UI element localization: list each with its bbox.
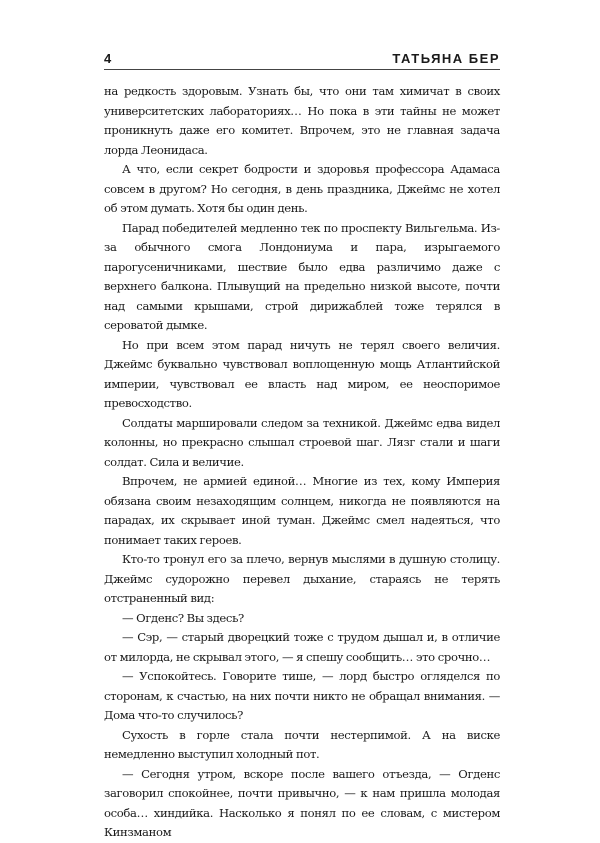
paragraph: Кто-то тронул его за плечо, вернув мыслями в душную столицу. Джеймс судорожно перевел дыхание, стараясь не терять отстраненный вид: xyxy=(104,552,500,605)
paragraph: А что, если секрет бодрости и здоровья профессора Адамаса совсем в другом? Но сегодня, в день праздника, Джеймс не хотел об этом думать. Хотя бы один день. xyxy=(104,162,500,215)
paragraph: Впрочем, не армией единой… Многие из тех, кому Империя обязана своим незаходящим солнцем, никогда не появляются на парадах, их скрывает иной туман. Джеймс смел надеяться, что понимает таких героев. xyxy=(104,474,500,547)
dialogue-line: — Сегодня утром, вскоре после вашего отъезда, — Огденс заговорил спокойнее, почти привычно, — к нам пришла молодая особа… хиндийка. Насколько я понял по ее словам, с мистером Кинзманом xyxy=(104,766,500,839)
body-text xyxy=(104,82,500,843)
page-header xyxy=(104,44,500,66)
dialogue-line: — Сэр, — старый дворецкий тоже с трудом дышал и, в отличие от милорда, не скрывал этого, — я спешу сообщить… это срочно… xyxy=(104,630,500,664)
paragraph: Солдаты маршировали следом за техникой. Джеймс едва видел колонны, но прекрасно слышал строевой шаг. Лязг стали и шаги солдат. Сила и величие. xyxy=(104,415,500,469)
running-head-author: ТАТЬЯНА БЕР xyxy=(392,51,500,66)
header-divider xyxy=(104,69,500,70)
paragraph: Сухость в горле стала почти нестерпимой. А на виске немедленно выступил холодный пот. xyxy=(104,727,500,761)
dialogue-line: — Успокойтесь. Говорите тише, — лорд быстро огляделся по сторонам, к счастью, на них почти никто не обращал внимания. — Дома что-то случилось? xyxy=(104,669,500,722)
paragraph: Но при всем этом парад ничуть не терял своего величия. Джеймс буквально чувствовал воплощенную мощь Атлантийской империи, чувствовал ее власть над миром, ее неоспоримое превосходство. xyxy=(104,337,500,410)
paragraph: на редкость здоровым. Узнать бы, что они там химичат в своих университетских лабораториях… Но пока в эти тайны не может проникнуть даже его комитет. Впрочем, это не главная задача лорда Леонидаса. xyxy=(104,84,500,157)
page-number: 4 xyxy=(104,51,112,66)
dialogue-line: — Огденс? Вы здесь? xyxy=(122,610,244,625)
paragraph: Парад победителей медленно тек по проспекту Вильгельма. Из-за обычного смога Лондониума и пара, изрыгаемого парогусеничниками, шествие было едва различимо даже с верхнего балкона. Плывущий на предельно низкой высоте, почти над самыми крышами, строй дирижаблей тоже терялся в сероватой дымке. xyxy=(104,220,500,332)
